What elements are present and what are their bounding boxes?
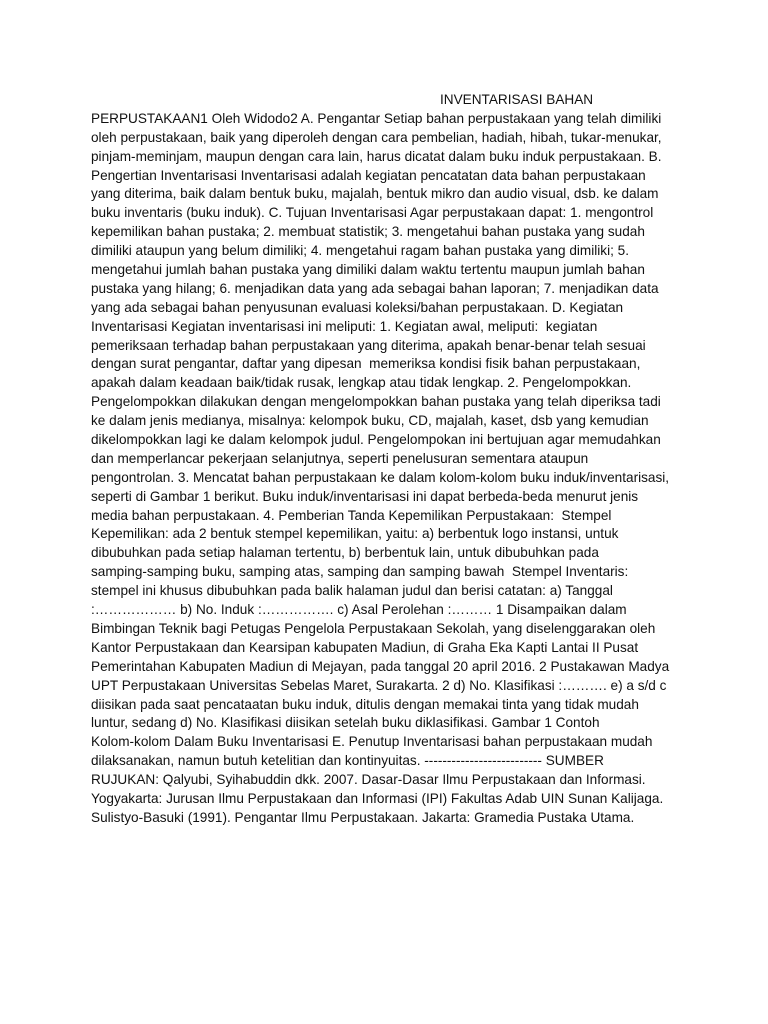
body-line: dilaksanakan, namun butuh ketelitian dan kontinyuitas. -------------------------- SUMBER <box>91 753 604 769</box>
body-line: Sulistyo-Basuki (1991). Pengantar Ilmu Perpustakaan. Jakarta: Gramedia Pustaka Utama. <box>91 809 635 825</box>
body-line: Pemerintahan Kabupaten Madiun di Mejayan, pada tanggal 20 april 2016. 2 Pustakawan Madya <box>91 658 670 674</box>
body-line: PERPUSTAKAAN1 Oleh Widodo2 A. Pengantar Setiap bahan perpustakaan yang telah dimiliki <box>91 110 662 126</box>
body-line: stempel ini khusus dibubuhkan pada balik halaman judul dan berisi catatan: a) Tanggal <box>91 583 613 599</box>
body-line: pinjam-meminjam, maupun dengan cara lain, harus dicatat dalam buku induk perpustakaan. B. <box>91 148 662 164</box>
body-line: luntur, sedang d) No. Klasifikasi diisikan setelah buku diklasifikasi. Gambar 1 Contoh <box>91 715 600 731</box>
body-line: oleh perpustakaan, baik yang diperoleh dengan cara pembelian, hadiah, hibah, tukar-menukar, <box>91 129 662 145</box>
body-line: Inventarisasi Kegiatan inventarisasi ini meliputi: 1. Kegiatan awal, meliputi: kegiatan <box>91 318 598 334</box>
body-line: mengetahui jumlah bahan pustaka yang dimiliki dalam waktu tertentu maupun jumlah bahan <box>91 262 645 278</box>
body-line: samping-samping buku, samping atas, samping dan samping bawah Stempel Inventaris: <box>91 564 629 580</box>
body-line: Pengelompokkan dilakukan dengan mengelompokkan bahan pustaka yang telah diperiksa tadi <box>91 394 661 410</box>
body-line: dikelompokkan lagi ke dalam kelompok judul. Pengelompokan ini bertujuan agar memudahkan <box>91 432 661 448</box>
body-line: kepemilikan bahan pustaka; 2. membuat statistik; 3. mengetahui bahan pustaka yang sudah <box>91 224 645 240</box>
body-line: dimiliki ataupun yang belum dimiliki; 4. mengetahui ragam bahan pustaka yang dimiliki; 5. <box>91 243 629 259</box>
body-line: yang diterima, baik dalam bentuk buku, majalah, bentuk mikro dan audio visual, dsb. ke dalam <box>91 186 659 202</box>
body-line: diisikan pada saat pencataatan buku induk, ditulis dengan memakai tinta yang tidak mudah <box>91 696 639 712</box>
body-line: dan memperlancar pekerjaan selanjutnya, seperti penelusuran sementara ataupun <box>91 450 589 466</box>
body-line: :……………… b) No. Induk :……………. c) Asal Perolehan :……… 1 Disampaikan dalam <box>91 602 627 618</box>
document-body <box>91 91 691 828</box>
body-line: apakah dalam keadaan baik/tidak rusak, lengkap atau tidak lengkap. 2. Pengelompokkan. <box>91 375 632 391</box>
body-line: dibubuhkan pada setiap halaman tertentu, b) berbentuk lain, untuk dibubuhkan pada <box>91 545 599 561</box>
body-line: seperti di Gambar 1 berikut. Buku induk/inventarisasi ini dapat berbeda-beda menurut jenis <box>91 488 639 504</box>
body-line: RUJUKAN: Qalyubi, Syihabuddin dkk. 2007. Dasar-Dasar Ilmu Perpustakaan dan Informasi. <box>91 772 646 788</box>
body-line: Kolom-kolom Dalam Buku Inventarisasi E. Penutup Inventarisasi bahan perpustakaan mudah <box>91 734 653 750</box>
body-line: pengontrolan. 3. Mencatat bahan perpustakaan ke dalam kolom-kolom buku induk/inventarisasi, <box>91 469 670 485</box>
body-line: Yogyakarta: Jurusan Ilmu Perpustakaan dan Informasi (IPI) Fakultas Adab UIN Sunan Kalijaga. <box>91 790 664 806</box>
body-line: pemeriksaan terhadap bahan perpustakaan yang diterima, apakah benar-benar telah sesuai <box>91 337 646 353</box>
body-line: Bimbingan Teknik bagi Petugas Pengelola Perpustakaan Sekolah, yang diselenggarakan oleh <box>91 620 656 636</box>
body-line: pustaka yang hilang; 6. menjadikan data yang ada sebagai bahan laporan; 7. menjadikan data <box>91 280 659 296</box>
body-line: yang ada sebagai bahan penyusunan evaluasi koleksi/bahan perpustakaan. D. Kegiatan <box>91 299 624 315</box>
body-line: buku inventaris (buku induk). C. Tujuan Inventarisasi Agar perpustakaan dapat: 1. mengontrol <box>91 205 654 221</box>
body-line: UPT Perpustakaan Universitas Sebelas Maret, Surakarta. 2 d) No. Klasifikasi :………. e) a s/d c <box>91 677 667 693</box>
body-line: dengan surat pengantar, daftar yang dipesan memeriksa kondisi fisik bahan perpustakaan, <box>91 356 641 372</box>
body-line: Kepemilikan: ada 2 bentuk stempel kepemilikan, yaitu: a) berbentuk logo instansi, untuk <box>91 526 619 542</box>
body-line: Kantor Perpustakaan dan Kearsipan kabupaten Madiun, di Graha Eka Kapti Lantai II Pusat <box>91 639 639 655</box>
body-line: ke dalam jenis medianya, misalnya: kelompok buku, CD, majalah, kaset, dsb yang kemudian <box>91 413 649 429</box>
document-title: INVENTARISASI BAHAN <box>440 92 594 107</box>
body-line: Pengertian Inventarisasi Inventarisasi adalah kegiatan pencatatan data bahan perpustakaan <box>91 167 646 183</box>
body-line: media bahan perpustakaan. 4. Pemberian Tanda Kepemilikan Perpustakaan: Stempel <box>91 507 612 523</box>
